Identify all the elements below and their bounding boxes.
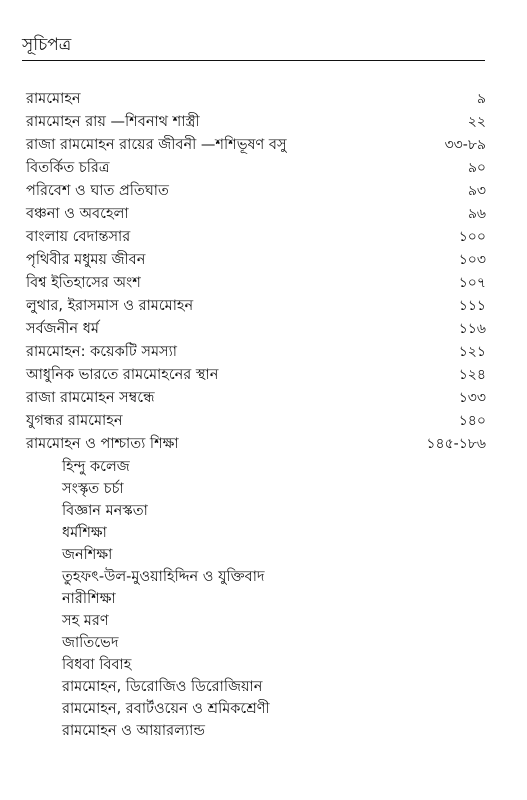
toc-subentry: বিধবা বিবাহ — [62, 657, 132, 673]
entry-title: রামমোহন: কয়েকটি সমস্যা — [26, 344, 178, 360]
entry-page: ১২১ — [458, 344, 486, 360]
entry-title: বাংলায় বেদান্তসার — [26, 229, 131, 245]
entry-title: বঞ্চনা ও অবহেলা — [26, 206, 129, 222]
toc-entry — [26, 341, 486, 363]
toc-entry — [26, 433, 486, 455]
toc-entry — [26, 134, 486, 156]
entry-title: আধুনিক ভারতে রামমোহনের স্থান — [26, 367, 219, 383]
toc-entry — [26, 387, 486, 409]
toc-entry — [26, 410, 486, 432]
toc-entry — [26, 157, 486, 179]
toc-subentry: রামমোহন ও আয়ারল্যান্ড — [62, 723, 205, 739]
entry-page: ৯ — [476, 91, 486, 107]
entry-page: ১১১ — [458, 298, 486, 314]
entry-page: ৯০ — [467, 160, 486, 176]
entry-title: রামমোহন রায় —শিবনাথ শাস্ত্রী — [26, 114, 200, 130]
entry-page: ৩৩-৮৯ — [444, 137, 486, 153]
toc-subentry: তুহফৎ-উল-মুওয়াহিদ্দিন ও যুক্তিবাদ — [62, 569, 265, 585]
entry-title: বিতর্কিত চরিত্র — [26, 160, 110, 176]
entry-title: রামমোহন ও পাশ্চাত্য শিক্ষা — [26, 436, 179, 452]
entry-title: রাজা রামমোহন রায়ের জীবনী —শশিভূষণ বসু — [26, 137, 287, 153]
toc-entry — [26, 88, 486, 110]
entry-page: ১৩৩ — [458, 390, 486, 406]
toc-entry — [26, 226, 486, 248]
entry-page: ৯৩ — [467, 183, 486, 199]
entry-title: রামমোহন — [26, 91, 81, 107]
entry-page: ৯৬ — [467, 206, 486, 222]
toc-subentry: জনশিক্ষা — [62, 547, 113, 563]
toc-subentry: ধর্মশিক্ষা — [62, 525, 107, 541]
entry-title: সর্বজনীন ধর্ম — [26, 321, 99, 337]
page-title: সূচিপত্র — [22, 35, 72, 55]
toc-subentry: সহ মরণ — [62, 613, 109, 629]
entry-title: বিশ্ব ইতিহাসের অংশ — [26, 275, 141, 291]
toc-subentry: রামমোহন, রবার্টওয়েন ও শ্রমিকশ্রেণী — [62, 701, 270, 717]
entry-title: পৃথিবীর মধুময় জীবন — [26, 252, 146, 268]
entry-title: পরিবেশ ও ঘাত প্রতিঘাত — [26, 183, 169, 199]
toc-entry — [26, 111, 486, 133]
entry-title: যুগন্ধর রামমোহন — [26, 413, 123, 429]
entry-page: ১১৬ — [458, 321, 486, 337]
toc-subentry: হিন্দু কলেজ — [62, 459, 130, 475]
entry-page: ১২৪ — [458, 367, 486, 383]
entry-page: ১৪০ — [458, 413, 486, 429]
toc-entry — [26, 272, 486, 294]
toc-entry — [26, 295, 486, 317]
entry-title: রাজা রামমোহন সম্বন্ধে — [26, 390, 155, 406]
entry-page: ২২ — [467, 114, 486, 130]
toc-entry — [26, 318, 486, 340]
toc-subentry: বিজ্ঞান মনস্কতা — [62, 503, 148, 519]
toc-entry — [26, 203, 486, 225]
entry-title: লুথার, ইরাসমাস ও রামমোহন — [26, 298, 194, 314]
toc-subentry: জাতিভেদ — [62, 635, 119, 651]
entry-page: ১০৭ — [458, 275, 486, 291]
toc-subentry: রামমোহন, ডিরোজিও ডিরোজিয়ান — [62, 679, 263, 695]
title-rule — [22, 60, 485, 61]
toc-entry — [26, 364, 486, 386]
entry-page: ১০৩ — [458, 252, 486, 268]
entry-page: ১৪৫-১৮৬ — [426, 436, 486, 452]
entry-page: ১০০ — [458, 229, 486, 245]
toc-subentry: নারীশিক্ষা — [62, 591, 116, 607]
toc-subentry: সংস্কৃত চর্চা — [62, 481, 124, 497]
toc-entry — [26, 249, 486, 271]
toc-entry — [26, 180, 486, 202]
